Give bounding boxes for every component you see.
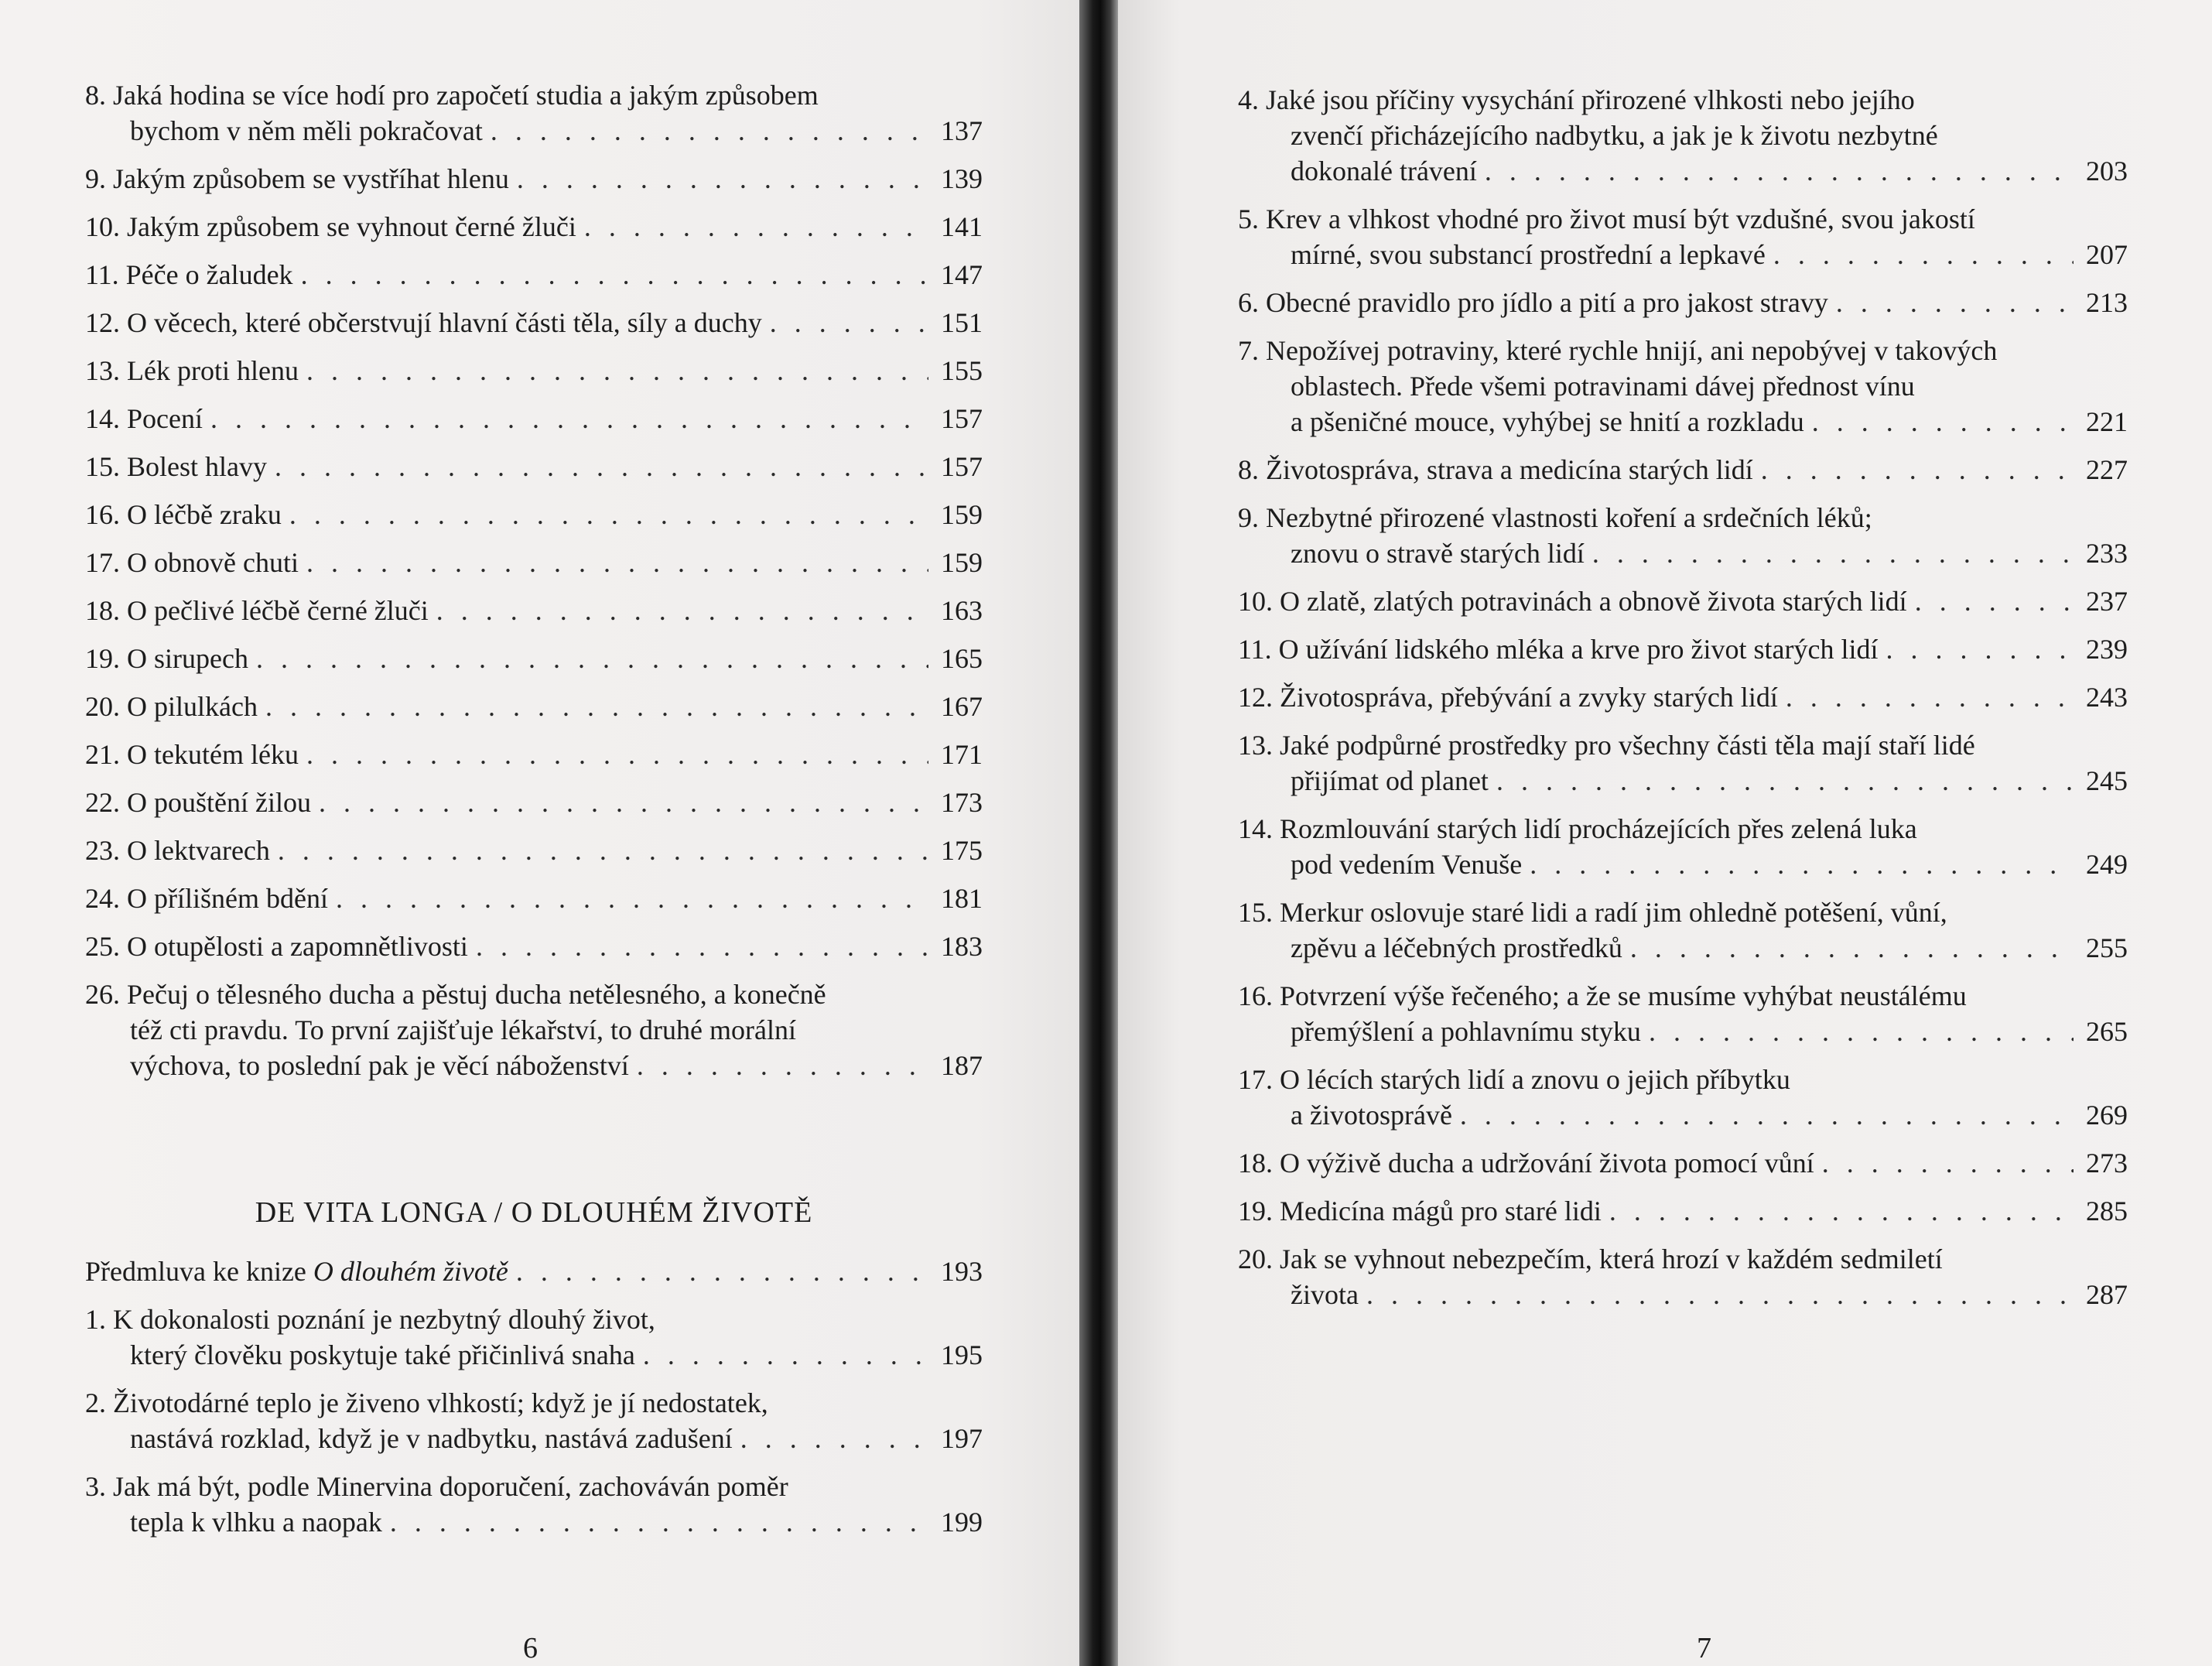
dot-leader: [1485, 153, 2074, 189]
toc-entry-line: [1238, 1277, 2128, 1312]
toc-entry-line: [1238, 118, 2128, 153]
toc-entry-line: [1238, 727, 2128, 763]
toc-page-number: 221: [2086, 406, 2128, 437]
toc-entry-title: 20. O pilulkách: [85, 691, 258, 722]
toc-entry: [1238, 679, 2128, 715]
toc-page-number: 269: [2086, 1100, 2128, 1131]
toc-entry-title: 15. Merkur oslovuje staré lidi a radí jim ohledně potěšení, vůní,: [1238, 897, 1947, 928]
dot-leader: [1822, 1145, 2074, 1181]
toc-entry-title: oblastech. Přede všemi potravinami dávej přednost vínu: [1291, 371, 1915, 402]
toc-page-number: 171: [941, 739, 983, 770]
toc-page-number: 285: [2086, 1196, 2128, 1226]
toc-entry-line: [1238, 1062, 2128, 1097]
toc-entry-title: 14. Rozmlouvání starých lidí procházejících přes zelená luka: [1238, 813, 1917, 844]
toc-entry-line: [85, 1385, 983, 1421]
toc-entry-title: 10. Jakým způsobem se vyhnout černé žluči: [85, 211, 576, 242]
toc-entry-title: 26. Pečuj o tělesného ducha a pěstuj ducha netělesného, a konečně: [85, 979, 826, 1010]
toc-entry-line: [85, 977, 983, 1012]
toc-entry-title: 18. O výživě ducha a udržování života pomocí vůní: [1238, 1148, 1814, 1179]
toc-entry: [85, 545, 983, 580]
toc-page-number: 147: [941, 259, 983, 290]
dot-leader: [265, 689, 928, 724]
dot-leader: [210, 401, 928, 436]
toc-entry-title: 9. Nezbytné přirozené vlastnosti koření a srdečních léků;: [1238, 502, 1872, 533]
toc-entry-line: [1238, 500, 2128, 535]
toc-entry: [85, 641, 983, 676]
toc-entry-title: a pšeničné mouce, vyhýbej se hnití a rozkladu: [1291, 406, 1804, 437]
toc-entry-title: bychom v něm měli pokračovat: [130, 115, 483, 146]
dot-leader: [1812, 404, 2074, 440]
toc-entry-line: [85, 497, 983, 532]
toc-entry-title: 23. O lektvarech: [85, 835, 270, 866]
toc-entry-title: 3. Jak má být, podle Minervina doporučení, zachováván poměr: [85, 1471, 788, 1502]
toc-page-number: 203: [2086, 156, 2128, 186]
toc-page-number: 141: [941, 211, 983, 242]
toc-entry: [85, 305, 983, 340]
toc-page-number: 139: [941, 163, 983, 194]
toc-entry-line: [1238, 237, 2128, 272]
dot-leader: [517, 161, 928, 197]
dot-leader: [306, 353, 928, 388]
toc-entry-title: 14. Pocení: [85, 403, 203, 434]
toc-entry-title: nastává rozklad, když je v nadbytku, nastává zadušení: [130, 1423, 733, 1454]
toc-page-number: 151: [941, 307, 983, 338]
toc-entry-line: [85, 161, 983, 197]
dot-leader: [770, 305, 928, 340]
toc-entry-line: [85, 257, 983, 292]
toc-page-number: 165: [941, 643, 983, 674]
dot-leader: [584, 209, 928, 245]
dot-leader: [390, 1504, 928, 1540]
toc-entry: [1238, 1145, 2128, 1181]
toc-entry: [85, 77, 983, 149]
toc-entry-line: [85, 737, 983, 772]
toc-entry-line: [1238, 1145, 2128, 1181]
dot-leader: [256, 641, 928, 676]
toc-entry-line: [85, 113, 983, 149]
toc-entry-title: 12. Životospráva, přebývání a zvyky starých lidí: [1238, 682, 1778, 713]
toc-entry-title: života: [1291, 1279, 1359, 1310]
toc-page-number: 237: [2086, 586, 2128, 617]
toc-entry-line: [85, 209, 983, 245]
toc-entry-line: [1238, 1014, 2128, 1049]
toc-entry-title: 18. O pečlivé léčbě černé žluči: [85, 595, 429, 626]
toc-page-number: 195: [941, 1339, 983, 1370]
dot-leader: [278, 833, 928, 868]
toc-entry: [85, 977, 983, 1083]
dot-leader: [319, 785, 928, 820]
toc-page-number: 255: [2086, 932, 2128, 963]
dot-leader: [1592, 535, 2074, 571]
toc-entry: [85, 833, 983, 868]
toc-entry: [85, 497, 983, 532]
toc-entry: [85, 881, 983, 916]
toc-entry-line: [85, 449, 983, 484]
toc-entry: [1238, 82, 2128, 189]
toc-entry-line: [1238, 847, 2128, 882]
toc-page-number: 199: [941, 1507, 983, 1538]
toc-page-number: 175: [941, 835, 983, 866]
toc-entry-line: [85, 1421, 983, 1456]
toc-entry-line: [85, 833, 983, 868]
toc-entry-title: 15. Bolest hlavy: [85, 451, 267, 482]
toc-entry-line: [85, 1504, 983, 1540]
toc-entry-title: 13. Lék proti hlenu: [85, 355, 299, 386]
toc-entry: [1238, 583, 2128, 619]
toc-entry-title-prefix: Předmluva ke knize: [85, 1256, 313, 1287]
toc-entry-title: tepla k vlhku a naopak: [130, 1507, 382, 1538]
dot-leader: [516, 1254, 928, 1289]
toc-page-number: 187: [941, 1050, 983, 1081]
toc-entry: [1238, 978, 2128, 1049]
toc-entry-title: 22. O pouštění žilou: [85, 787, 311, 818]
dot-leader: [275, 449, 928, 484]
toc-entry: [85, 449, 983, 484]
dot-leader: [1609, 1193, 2074, 1229]
toc-entry-title: 25. O otupělosti a zapomnětlivosti: [85, 931, 468, 962]
toc-entry-line: [1238, 452, 2128, 487]
toc-entry-title: zpěvu a léčebných prostředků: [1291, 932, 1622, 963]
dot-leader: [643, 1337, 928, 1373]
toc-entry-line: [85, 77, 983, 113]
toc-entry: [85, 689, 983, 724]
toc-entry-title: 8. Jaká hodina se více hodí pro započetí studia a jakým způsobem: [85, 80, 819, 111]
dot-leader: [1496, 763, 2074, 799]
toc-entry-line: [1238, 679, 2128, 715]
toc-entry-line: [85, 1337, 983, 1373]
toc-entry-title: a životosprávě: [1291, 1100, 1452, 1131]
dot-leader: [289, 497, 928, 532]
toc-entry: [85, 1302, 983, 1373]
toc-entry: [1238, 1062, 2128, 1133]
dot-leader: [740, 1421, 928, 1456]
toc-entry-title: který člověku poskytuje také přičinlivá snaha: [130, 1339, 635, 1370]
toc-entry-title: 4. Jaké jsou příčiny vysychání přirozené vlhkosti nebo jejího: [1238, 84, 1915, 115]
toc-entry-title: 5. Krev a vlhkost vhodné pro život musí být vzdušné, svou jakostí: [1238, 204, 1975, 234]
toc-entry-title: též cti pravdu. To první zajišťuje lékařství, to druhé morální: [130, 1014, 796, 1045]
toc-entry-line: [1238, 763, 2128, 799]
toc-page-number: 167: [941, 691, 983, 722]
page-number-right: 7: [1697, 1632, 1711, 1664]
toc-entry-line: [1238, 201, 2128, 237]
toc-entry: [85, 737, 983, 772]
toc-entry: [85, 401, 983, 436]
toc-entry-title: 24. O přílišném bdění: [85, 883, 328, 914]
toc-entry: [1238, 895, 2128, 966]
toc-entry-line: [85, 785, 983, 820]
toc-entry: [1238, 452, 2128, 487]
toc-entry-title: znovu o stravě starých lidí: [1291, 538, 1585, 569]
toc-entry-title: 17. O lécích starých lidí a znovu o jejich příbytku: [1238, 1064, 1790, 1095]
toc-entry-title: 19. O sirupech: [85, 643, 248, 674]
toc-entry: [1238, 201, 2128, 272]
toc-page-number: 183: [941, 931, 983, 962]
toc-entry-title: 1. K dokonalosti poznání je nezbytný dlouhý život,: [85, 1304, 655, 1335]
toc-entry-title: 12. O věcech, které občerstvují hlavní části těla, síly a duchy: [85, 307, 762, 338]
dot-leader: [1460, 1097, 2074, 1133]
toc-entry-title: 19. Medicína mágů pro staré lidi: [1238, 1196, 1602, 1226]
dot-leader: [1773, 237, 2074, 272]
book-gutter: [1079, 0, 1118, 1666]
toc-entry-line: [1238, 1241, 2128, 1277]
toc-entry-line: [85, 545, 983, 580]
toc-entry-title: 11. Péče o žaludek: [85, 259, 293, 290]
toc-entry: [85, 161, 983, 197]
toc-entry-line: [85, 929, 983, 964]
toc-page-number: 265: [2086, 1016, 2128, 1047]
toc-entry-line: [85, 1302, 983, 1337]
toc-entry-title: 16. O léčbě zraku: [85, 499, 282, 530]
toc-entry-title: 6. Obecné pravidlo pro jídlo a pití a pro jakost stravy: [1238, 287, 1828, 318]
toc-page-number: 273: [2086, 1148, 2128, 1179]
dot-leader: [306, 545, 928, 580]
toc-page-number: 245: [2086, 765, 2128, 796]
toc-entry: [85, 1254, 983, 1289]
toc-entry: [1238, 500, 2128, 571]
toc-page-number: 249: [2086, 849, 2128, 880]
toc-entry-title: 20. Jak se vyhnout nebezpečím, která hrozí v každém sedmiletí: [1238, 1244, 1943, 1274]
toc-entry: [1238, 1241, 2128, 1312]
toc-page-number: 197: [941, 1423, 983, 1454]
toc-entry-title: výchova, to poslední pak je věcí náboženství: [130, 1050, 629, 1081]
toc-entry-line: [85, 305, 983, 340]
dot-leader: [1915, 583, 2074, 619]
toc-entry-line: [85, 1469, 983, 1504]
section-heading: DE VITA LONGA / O DLOUHÉM ŽIVOTĚ: [255, 1196, 813, 1229]
dot-leader: [436, 593, 928, 628]
toc-entry-line: [1238, 583, 2128, 619]
toc-entry-title: 16. Potvrzení výše řečeného; a že se musíme vyhýbat neustálému: [1238, 980, 1967, 1011]
dot-leader: [1630, 930, 2074, 966]
toc-page-number: 213: [2086, 287, 2128, 318]
toc-entry: [1238, 333, 2128, 440]
toc-entry-line: [1238, 930, 2128, 966]
toc-entry-line: [1238, 368, 2128, 404]
toc-entry: [85, 929, 983, 964]
toc-page-number: 227: [2086, 454, 2128, 485]
toc-entry-line: [85, 641, 983, 676]
toc-page-number: 159: [941, 499, 983, 530]
toc-entry-title: 2. Životodárné teplo je živeno vlhkostí; když je jí nedostatek,: [85, 1387, 768, 1418]
toc-page-number: 239: [2086, 634, 2128, 665]
toc-entry-title: 8. Životospráva, strava a medicína starých lidí: [1238, 454, 1753, 485]
toc-entry-title: přemýšlení a pohlavnímu styku: [1291, 1016, 1641, 1047]
toc-entry: [1238, 285, 2128, 320]
toc-entry-title-italic: O dlouhém životě: [313, 1256, 508, 1287]
toc-entry-title: 7. Nepožívej potraviny, které rychle hnijí, ani nepobývej v takových: [1238, 335, 1998, 366]
toc-entry-title: 21. O tekutém léku: [85, 739, 299, 770]
dot-leader: [336, 881, 928, 916]
toc-entry-title: zvenčí přicházejícího nadbytku, a jak je k životu nezbytné: [1291, 120, 1938, 151]
dot-leader: [476, 929, 928, 964]
toc-page-number: 181: [941, 883, 983, 914]
toc-entry-line: [1238, 1097, 2128, 1133]
toc-entry: [1238, 631, 2128, 667]
toc-entry: [1238, 727, 2128, 799]
toc-entry-line: [1238, 333, 2128, 368]
toc-page-number: 157: [941, 403, 983, 434]
toc-entry-line: [85, 1254, 983, 1289]
dot-leader: [1761, 452, 2074, 487]
toc-page-number: 233: [2086, 538, 2128, 569]
toc-page-number: 173: [941, 787, 983, 818]
dot-leader: [491, 113, 928, 149]
toc-entry-line: [1238, 82, 2128, 118]
toc-entry: [85, 593, 983, 628]
toc-entry: [85, 785, 983, 820]
toc-entry-title: 11. O užívání lidského mléka a krve pro život starých lidí: [1238, 634, 1879, 665]
toc-entry-title: dokonalé trávení: [1291, 156, 1477, 186]
toc-entry-title: 10. O zlatě, zlatých potravinách a obnově života starých lidí: [1238, 586, 1907, 617]
dot-leader: [1836, 285, 2074, 320]
dot-leader: [1786, 679, 2074, 715]
toc-entry: [85, 1385, 983, 1456]
toc-entry-title: přijímat od planet: [1291, 765, 1489, 796]
toc-entry-line: [1238, 811, 2128, 847]
toc-entry-line: [85, 1012, 983, 1048]
toc-entry-line: [1238, 1193, 2128, 1229]
toc-page-number: 137: [941, 115, 983, 146]
dot-leader: [1885, 631, 2074, 667]
page-number-left: 6: [523, 1632, 538, 1664]
toc-page-number: 155: [941, 355, 983, 386]
toc-entry-line: [85, 689, 983, 724]
toc-entry: [85, 1469, 983, 1540]
toc-entry-title: pod vedením Venuše: [1291, 849, 1523, 880]
toc-entry-line: [85, 353, 983, 388]
toc-entry-line: [1238, 153, 2128, 189]
toc-entry-line: [1238, 535, 2128, 571]
toc-entry-title: mírné, svou substancí prostřední a lepkavé: [1291, 239, 1766, 270]
toc-entry: [85, 353, 983, 388]
toc-entry-line: [1238, 978, 2128, 1014]
dot-leader: [1530, 847, 2074, 882]
dot-leader: [301, 257, 928, 292]
toc-entry-line: [1238, 631, 2128, 667]
toc-entry-title: 17. O obnově chuti: [85, 547, 299, 578]
dot-leader: [1649, 1014, 2074, 1049]
toc-page-number: 207: [2086, 239, 2128, 270]
toc-entry: [1238, 1193, 2128, 1229]
toc-page-number: 163: [941, 595, 983, 626]
toc-entry: [85, 257, 983, 292]
dot-leader: [1366, 1277, 2074, 1312]
dot-leader: [306, 737, 928, 772]
toc-page-number: 157: [941, 451, 983, 482]
toc-entry-title: [85, 1254, 508, 1289]
toc-entry-line: [1238, 895, 2128, 930]
toc-entry-line: [85, 1048, 983, 1083]
toc-entry-title: 9. Jakým způsobem se vystříhat hlenu: [85, 163, 509, 194]
toc-page-number: 159: [941, 547, 983, 578]
toc-page-number: 243: [2086, 682, 2128, 713]
toc-entry-line: [85, 881, 983, 916]
toc-entry: [85, 209, 983, 245]
toc-entry-line: [1238, 285, 2128, 320]
toc-entry-line: [1238, 404, 2128, 440]
toc-entry-line: [85, 401, 983, 436]
dot-leader: [637, 1048, 928, 1083]
toc-entry: [1238, 811, 2128, 882]
toc-entry-title: 13. Jaké podpůrné prostředky pro všechny části těla mají staří lidé: [1238, 730, 1975, 761]
toc-page-number: 193: [941, 1256, 983, 1287]
toc-entry-line: [85, 593, 983, 628]
toc-page-number: 287: [2086, 1279, 2128, 1310]
